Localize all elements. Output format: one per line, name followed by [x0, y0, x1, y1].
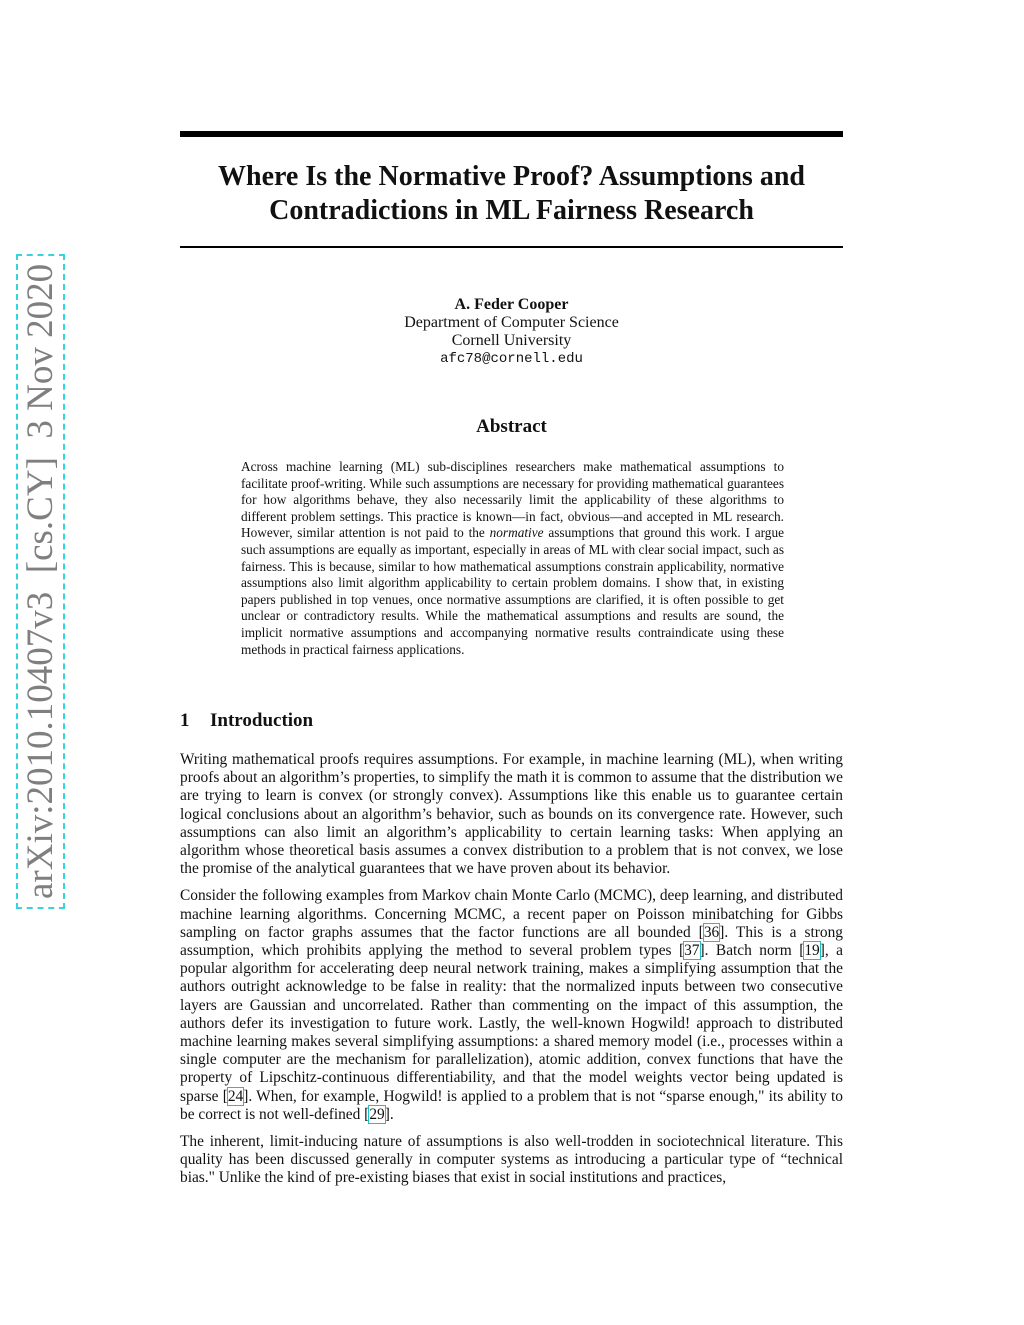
paragraph-1: Writing mathematical proofs requires assumptions. For example, in machine learning (ML), when writing proofs about an algorithm’s properties, to simplify the math it is common to assume that the distribution we are trying to learn is convex (or strongly convex). Assumptions like this enable us to guarantee certain logical conclusions about an algorithm’s behavior, such as bounds on its convergence rate. However, such assumptions can also limit an algorithm’s applicability to certain learning tasks: When applying an algorithm whose theoretical basis assumes a convex distribution to a problem that is not convex, we lose the promise of the analytical guarantees that we have proven about its behavior. — [180, 751, 843, 878]
introduction-body — [180, 751, 843, 1197]
arxiv-category: [cs.CY] — [20, 457, 61, 574]
citation-link[interactable]: 29 — [369, 1105, 385, 1123]
citation-link[interactable]: 24 — [227, 1087, 244, 1105]
citation-link[interactable]: 37 — [684, 942, 700, 960]
paragraph-2: Consider the following examples from Markov chain Monte Carlo (MCMC), deep learning, and distributed machine learning algorithms. Concerning MCMC, a recent paper on Poisson minibatching for Gibbs sampling on factor graphs assumes that the factor functions are all bounded [36]. This is a strong assumption, which prohibits applying the method to several problem types [37]. Batch norm [19], a popular algorithm for accelerating deep neural network training, makes a simplifying assumption that the authors outright acknowledge to be false in reality: that the normalized inputs between two consecutive layers are Gaussian and uncorrelated. Rather than commenting on the impact of this assumption, the authors defer its investigation to future work. Lastly, the well-known Hogwild! approach to distributed machine learning makes several simplifying assumptions: a shared memory model (i.e., processes within a single computer are the mechanism for parallelization), atomic addition, convex functions that have the property of Lipschitz-continuous differentiability, and that the model weights vector being updated is sparse [24]. When, for example, Hogwild! is applied to a problem that is not “sparse enough," its ability to be correct is not well-defined [29]. — [180, 887, 843, 1123]
paragraph-3: The inherent, limit-inducing nature of assumptions is also well-trodden in sociotechnical literature. This quality has been discussed generally in computer systems as introducing a particular type of “technical bias." Unlike the kind of pre-existing biases that exist in social institutions and practices, — [180, 1133, 843, 1187]
paper-title: Where Is the Normative Proof? Assumptions and Contradictions in ML Fairness Research — [218, 161, 805, 226]
section-heading-introduction — [180, 710, 313, 732]
author-department: Department of Computer Science — [404, 314, 619, 331]
section-number: 1 — [180, 710, 190, 731]
author-institution: Cornell University — [451, 332, 572, 349]
section-title: Introduction — [210, 710, 314, 731]
arxiv-date: 3 Nov 2020 — [20, 263, 61, 439]
abstract-text: Across machine learning (ML) sub-disciplines researchers make mathematical assumptions to facilitate proof-writing. While such assumptions are necessary for providing mathematical guarantees for how algorithms behave, they also necessarily limit the applicability of these algorithms to different problem settings. This practice is known—in fact, obvious—and accepted in ML research. However, similar attention is not paid to the normative assumptions that ground this work. I argue such assumptions are equally as important, especially in areas of ML with clear social impact, such as fairness. This is because, similar to how mathematical assumptions constrain applicability, normative assumptions also limit algorithm applicability to certain problem domains. I show that, in existing papers published in top venues, once normative assumptions are clarified, it is often possible to get unclear or contradictory results. While the mathematical assumptions and results are sound, the implicit normative assumptions and accompanying normative results contraindicate using these methods in practical fairness applications. — [241, 459, 784, 657]
title-bottom-rule — [180, 246, 843, 248]
author-block — [180, 296, 843, 368]
author-email[interactable]: afc78@cornell.edu — [440, 351, 583, 367]
arxiv-identifier-stamp[interactable] — [22, 260, 59, 903]
arxiv-id: arXiv:2010.10407v3 — [20, 591, 61, 899]
author-name: A. Feder Cooper — [454, 296, 569, 313]
citation-link[interactable]: 36 — [703, 923, 720, 941]
title-top-rule — [180, 131, 843, 137]
abstract-emphasis: normative — [489, 525, 544, 541]
citation-link[interactable]: 19 — [804, 942, 820, 960]
abstract-heading: Abstract — [476, 416, 547, 437]
